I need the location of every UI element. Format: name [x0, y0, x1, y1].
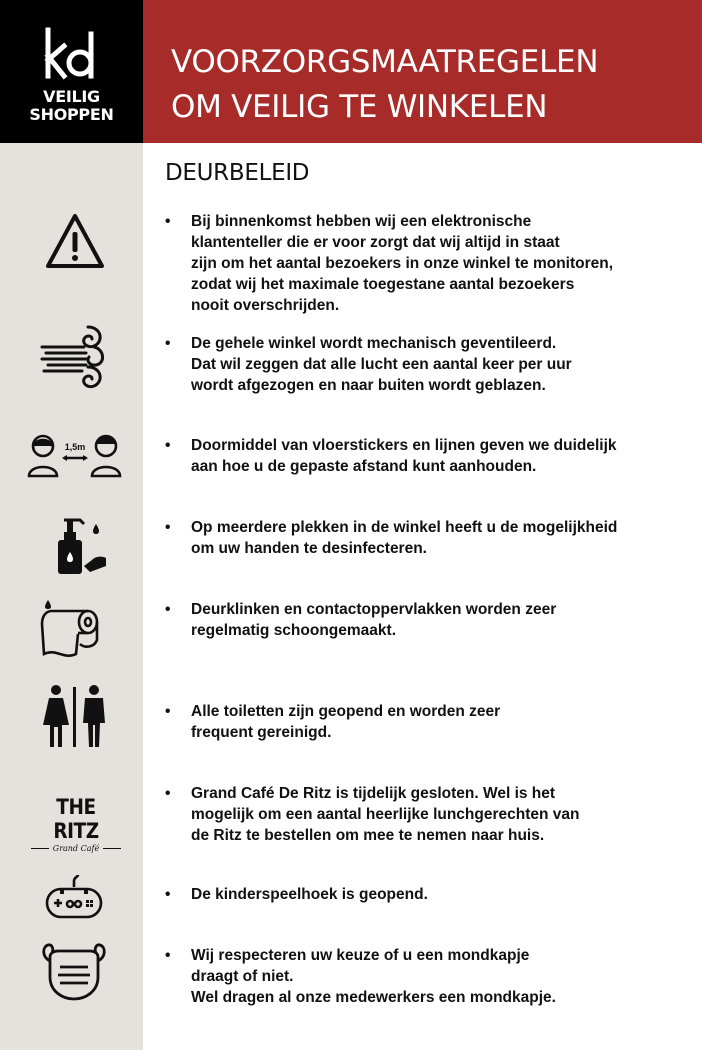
list-item [165, 884, 690, 905]
list-item [165, 517, 690, 559]
list-item-text: De kinderspeelhoek is geopend. [191, 886, 428, 903]
list-item-text: Alle toiletten zijn geopend en worden zeer frequent gereinigd. [191, 703, 501, 741]
hand-sanitizer-icon [50, 516, 110, 576]
list-item-text: Grand Café De Ritz is tijdelijk gesloten. Wel is het mogelijk om een aantal heerlijke lunchgerechten van de Ritz te bestellen om mee te nemen naar huis. [191, 785, 580, 844]
list-item-text: De gehele winkel wordt mechanisch geventileerd. Dat wil zeggen dat alle lucht een aantal keer per uur wordt afgezogen en naar buiten wordt geblazen. [191, 335, 572, 394]
list-item-text: Doormiddel van vloerstickers en lijnen geven we duidelijk aan hoe u de gepaste afstand kunt aanhouden. [191, 437, 617, 475]
bullet-marker: • [165, 335, 171, 352]
distance-label: 1,5m [64, 442, 86, 452]
gamepad-icon [44, 873, 104, 921]
bullet-marker: • [165, 519, 171, 536]
bullet-marker: • [165, 703, 171, 720]
list-item [165, 333, 690, 396]
wind-icon [38, 321, 108, 393]
bullet-marker: • [165, 213, 171, 230]
list-item [165, 211, 690, 316]
list-item-text: Bij binnenkomst hebben wij een elektronische klantenteller die er voor zorgt dat wij altijd in staat zijn om het aantal bezoekers in onze winkel te monitoren, zodat wij het maximale toegestane aantal bezoekers nooit overschrijden. [191, 213, 614, 314]
ritz-logo-title: THE RITZ [53, 795, 99, 843]
list-item [165, 435, 690, 477]
header-banner [143, 0, 702, 143]
bullet-marker: • [165, 785, 171, 802]
list-item [165, 701, 690, 743]
the-ritz-logo [30, 795, 122, 853]
page-title [171, 40, 598, 130]
list-item [165, 783, 690, 846]
title-line-2: OM VEILIG TE WINKELEN [171, 89, 548, 125]
kd-logo-icon [40, 26, 102, 80]
face-mask-icon [40, 941, 108, 1003]
ritz-logo-subtitle: Grand Café [52, 844, 100, 853]
bullet-marker: • [165, 437, 171, 454]
social-distance-icon [26, 432, 124, 480]
list-item-text: Wij respecteren uw keuze of u een mondkapje draagt of niet. Wel dragen al onze medewerkers een mondkapje. [191, 947, 556, 1006]
list-item [165, 599, 690, 641]
paper-roll-icon [38, 598, 102, 662]
title-line-1: VOORZORGSMAATREGELEN [171, 44, 599, 80]
bullet-marker: • [165, 601, 171, 618]
section-heading: DEURBELEID [165, 160, 310, 186]
list-item-text: Op meerdere plekken in de winkel heeft u de mogelijkheid om uw handen te desinfecteren. [191, 519, 618, 557]
logo-line-2: SHOPPEN [29, 105, 114, 124]
bullet-marker: • [165, 886, 171, 903]
list-item-text: Deurklinken en contactoppervlakken worden zeer regelmatig schoongemaakt. [191, 601, 557, 639]
brand-logo [0, 0, 143, 143]
logo-line-1: VEILIG [43, 87, 100, 106]
list-item [165, 945, 690, 1008]
warning-triangle-icon [44, 212, 106, 270]
icon-sidebar [0, 143, 143, 1050]
toilet-icon [42, 685, 108, 749]
bullet-marker: • [165, 947, 171, 964]
